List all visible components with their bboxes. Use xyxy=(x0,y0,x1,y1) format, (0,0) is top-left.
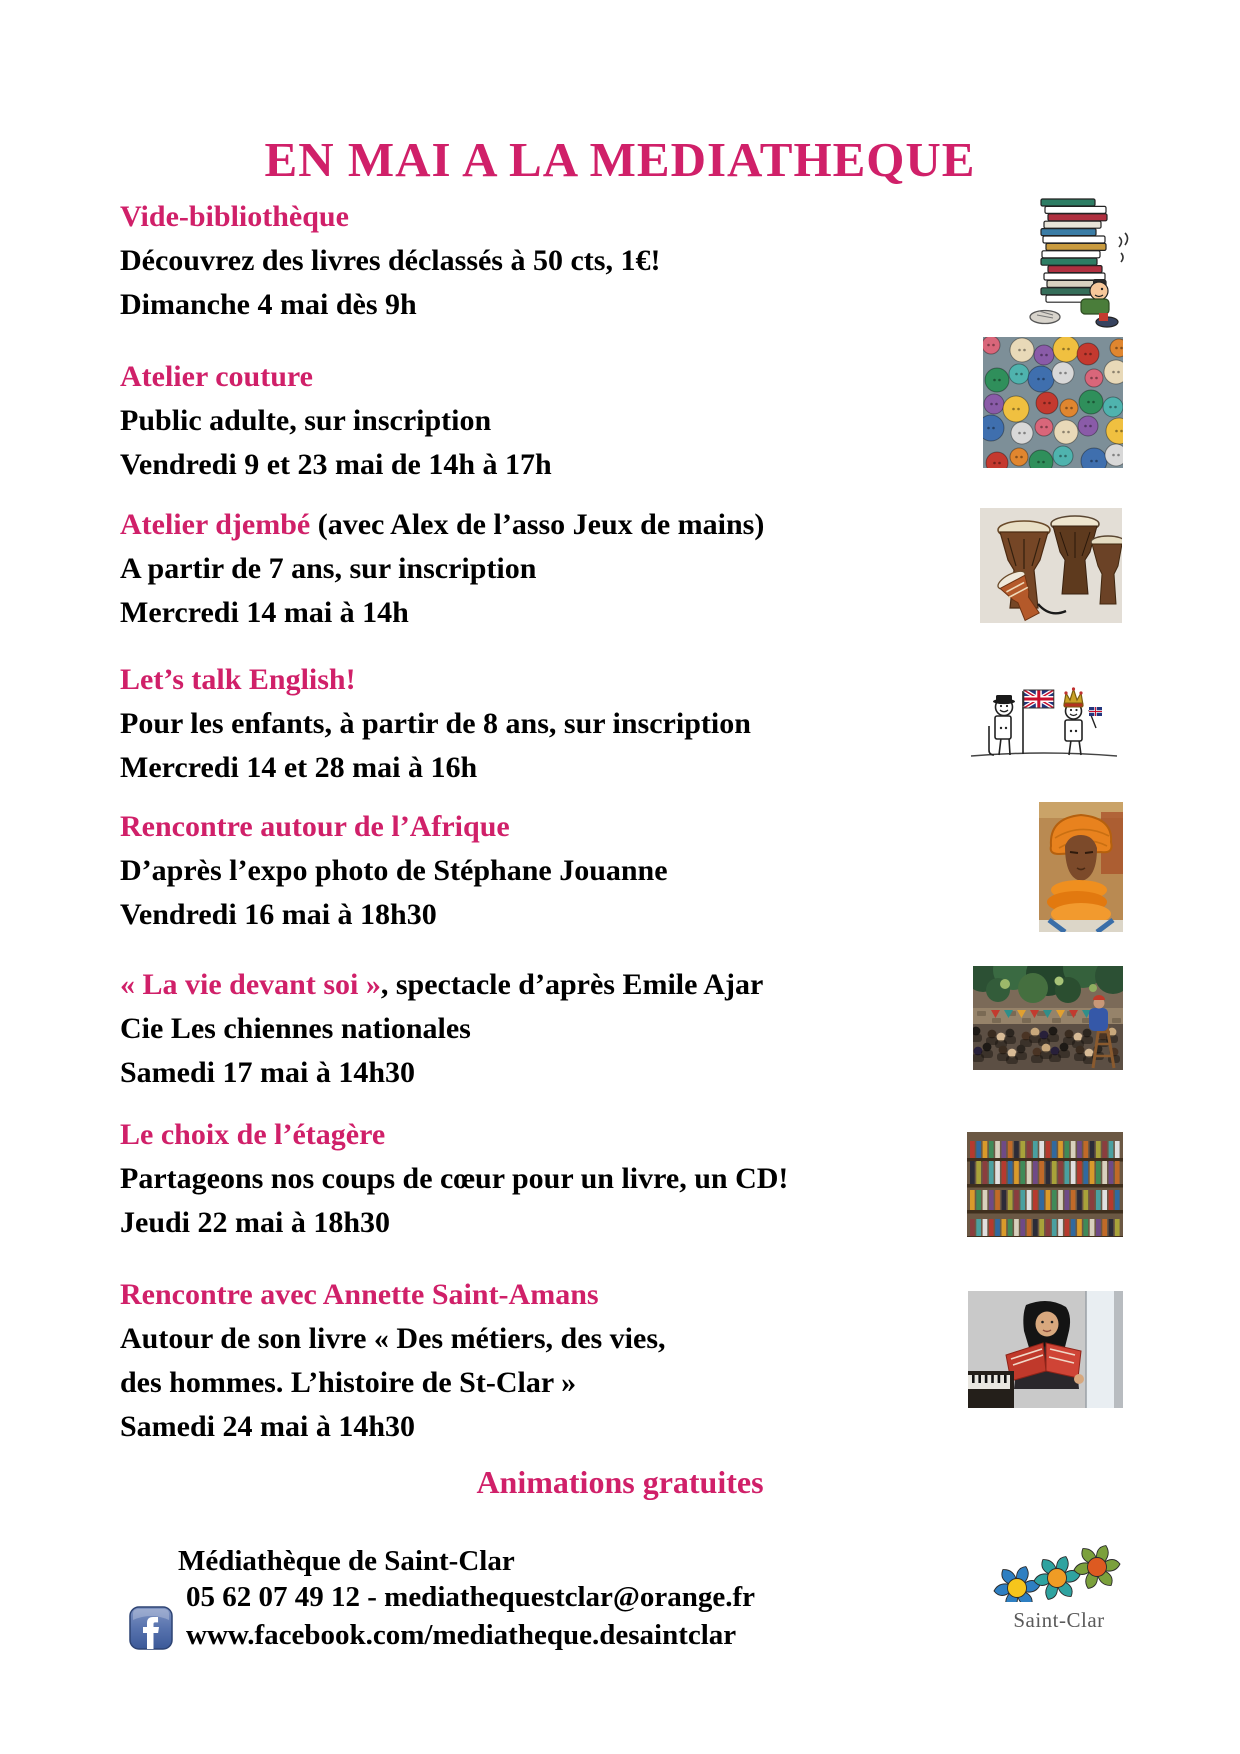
event-line: Découvrez des livres déclassés à 50 cts, 1€! xyxy=(120,244,661,277)
facebook-icon xyxy=(129,1606,173,1655)
event-title-suffix: , spectacle d’après Emile Ajar xyxy=(380,968,764,1001)
event-section xyxy=(120,195,972,327)
buttons-photo xyxy=(983,337,1123,468)
footer-org-name: Médiathèque de Saint-Clar xyxy=(178,1545,515,1577)
event-section xyxy=(120,963,972,1095)
books-stack-cartoon xyxy=(1015,183,1137,330)
three-suns-icon xyxy=(993,1540,1125,1607)
outdoor-audience-photo xyxy=(973,966,1123,1070)
bookshelf-photo xyxy=(967,1132,1123,1237)
event-line: Mercredi 14 mai à 14h xyxy=(120,596,409,629)
event-title: Le choix de l’étagère xyxy=(120,1118,386,1151)
event-line: D’après l’expo photo de Stéphane Jouanne xyxy=(120,854,668,887)
saint-clar-logo xyxy=(993,1540,1125,1633)
event-heading xyxy=(120,658,972,702)
event-title: Rencontre autour de l’Afrique xyxy=(120,810,510,843)
event-heading xyxy=(120,503,972,547)
event-title: Rencontre avec Annette Saint-Amans xyxy=(120,1278,599,1311)
event-line: Samedi 24 mai à 14h30 xyxy=(120,1410,416,1443)
event-heading xyxy=(120,1273,972,1317)
event-line: Mercredi 14 et 28 mai à 16h xyxy=(120,751,478,784)
event-line: des hommes. L’histoire de St-Clar » xyxy=(120,1366,577,1399)
event-title: « La vie devant soi » xyxy=(120,968,381,1001)
free-admission-note: Animations gratuites xyxy=(476,1464,764,1500)
author-reading-photo xyxy=(968,1291,1123,1408)
english-figures-cartoon xyxy=(965,676,1123,766)
event-section xyxy=(120,355,972,487)
event-title: Atelier djembé xyxy=(120,508,311,541)
djembe-drums-photo xyxy=(980,508,1122,623)
event-line: Vendredi 16 mai à 18h30 xyxy=(120,898,437,931)
event-heading xyxy=(120,355,972,399)
event-line: Cie Les chiennes nationales xyxy=(120,1012,471,1045)
event-title-suffix: (avec Alex de l’asso Jeux de mains) xyxy=(310,508,765,541)
page-title: EN MAI A LA MEDIATHEQUE xyxy=(264,131,976,187)
event-line: A partir de 7 ans, sur inscription xyxy=(120,552,537,585)
event-line: Pour les enfants, à partir de 8 ans, sur inscription xyxy=(120,707,751,740)
event-section xyxy=(120,503,972,635)
event-section xyxy=(120,658,972,790)
logo-label: Saint-Clar xyxy=(1013,1608,1105,1632)
event-section xyxy=(120,1113,972,1245)
event-title: Vide-bibliothèque xyxy=(120,200,349,233)
event-heading xyxy=(120,963,972,1007)
event-title: Let’s talk English! xyxy=(120,663,356,696)
event-line: Dimanche 4 mai dès 9h xyxy=(120,288,417,321)
footer-facebook-url: www.facebook.com/mediatheque.desaintclar xyxy=(186,1619,737,1651)
event-line: Samedi 17 mai à 14h30 xyxy=(120,1056,416,1089)
footer-phone-email: 05 62 07 49 12 - mediathequestclar@orange.fr xyxy=(186,1581,756,1613)
event-line: Vendredi 9 et 23 mai de 14h à 17h xyxy=(120,448,552,481)
event-heading xyxy=(120,805,972,849)
event-title: Atelier couture xyxy=(120,360,313,393)
event-section xyxy=(120,805,972,937)
event-heading xyxy=(120,1113,972,1157)
african-portrait-photo xyxy=(1039,802,1123,932)
event-line: Autour de son livre « Des métiers, des vies, xyxy=(120,1322,666,1355)
event-line: Jeudi 22 mai à 18h30 xyxy=(120,1206,391,1239)
event-line: Partageons nos coups de cœur pour un livre, un CD! xyxy=(120,1162,789,1195)
event-section xyxy=(120,1273,972,1449)
event-line: Public adulte, sur inscription xyxy=(120,404,492,437)
event-heading xyxy=(120,195,972,239)
